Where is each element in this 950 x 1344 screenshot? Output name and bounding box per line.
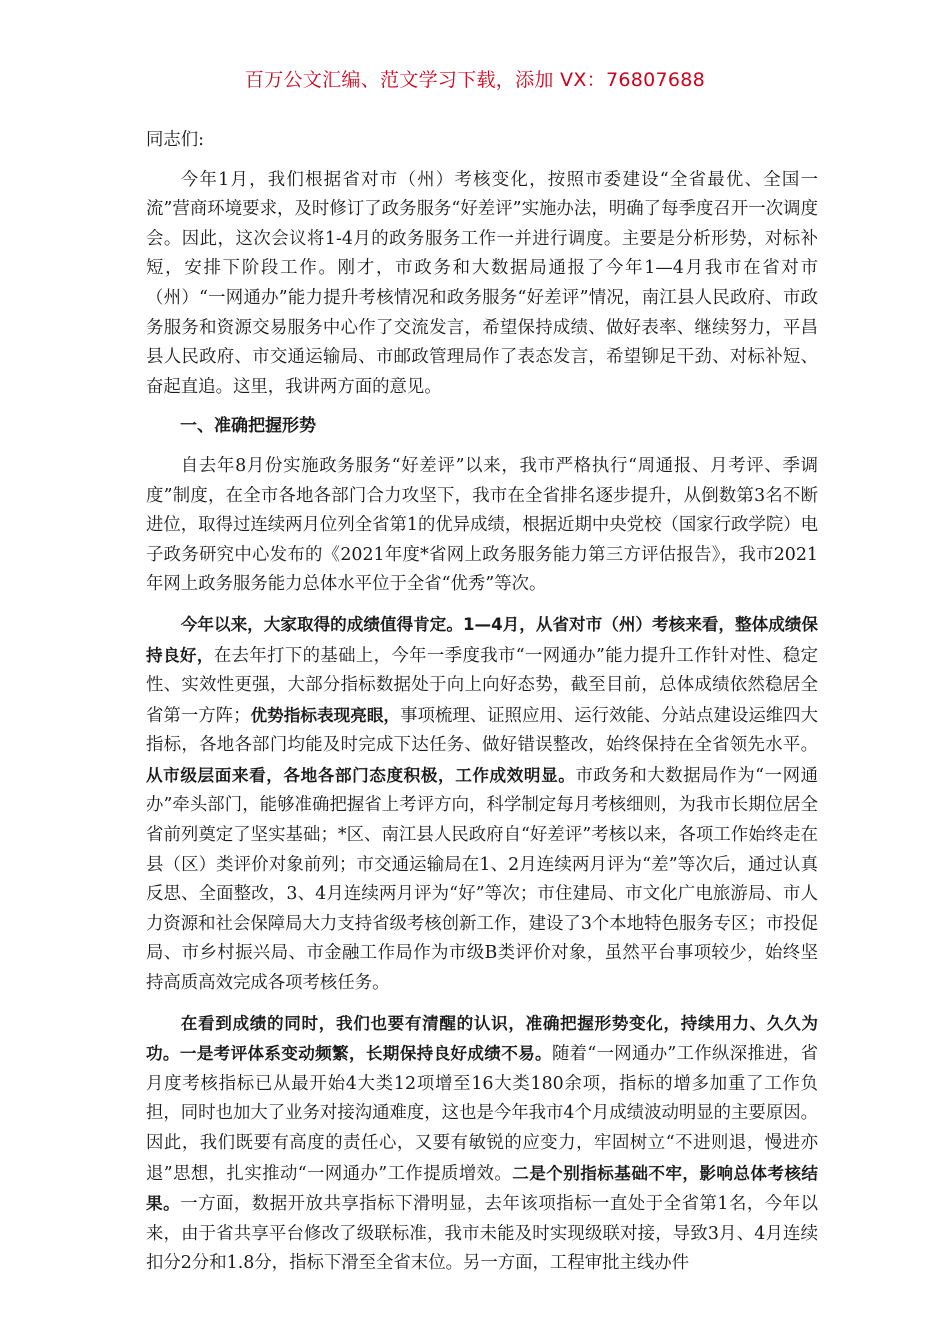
body-run: 一方面，数据开放共享指标下滑明显，去年该项指标一直处于全省第1名，今年以来，由于省共享平台修改了级联标准，我市未能及时实现级联对接，导致3月、4月连续扣分2分和1.8分，指标下滑至全省末位。另一方面，工程审批主线办件: [146, 1194, 818, 1274]
body-run: 事项梳理、证照应用、运行效能、分站点建设运维四大指标，各地各部门均能及时完成下达任务、做好错误整改，始终保持在全省领先水平。: [146, 705, 818, 756]
bold-lead: 在看到成绩的同时，我们也要有清醒的认识，准确把握形势变化，持续用力、久久为功。一是考评体系变动频繁，长期保持良好成绩不易。: [146, 1013, 818, 1064]
paragraph-intro: 今年1月，我们根据省对市（州）考核变化，按照市委建设“全省最优、全国一流”营商环境要求，及时修订了政务服务“好差评”实施办法，明确了每季度召开一次调度会。因此，这次会议将1-4月的政务服务工作一并进行调度。主要是分析形势，对标补短，安排下阶段工作。刚才，市政务和大数据局通报了今年1—4月我市在省对市（州）“一网通办”能力提升考核情况和政务服务“好差评”情况，南江县人民政府、市政务服务和资源交易服务中心作了交流发言，希望保持成绩、做好表率、继续努力，平昌县人民政府、市交通运输局、市邮政管理局作了表态发言，希望铆足干劲、对标补短、奋起直追。这里，我讲两方面的意见。: [146, 169, 818, 397]
paragraph-background: 自去年8月份实施政务服务“好差评”以来，我市严格执行“周通报、月考评、季调度”制度，在全市各地各部门合力攻坚下，我市在全省排名逐步提升，从倒数第3名不断进位，取得过连续两月位列全省第1的优异成绩，根据近期中央党校（国家行政学院）电子政务研究中心发布的《2021年度*省网上政务服务能力第三方评估报告》，我市2021年网上政务服务能力总体水平位于全省“优秀”等次。: [146, 455, 818, 595]
bold-lead: 二是个别指标基础不牢，影响总体考核结果。: [146, 1163, 818, 1214]
speech-body: [146, 126, 818, 1279]
bold-lead: 优势指标表现亮眼，: [250, 705, 401, 725]
bold-lead: 从市级层面来看，各地各部门态度积极，工作成效明显。: [146, 765, 576, 785]
promo-banner: 百万公文汇编、范文学习下载，添加 VX：76807688: [244, 69, 706, 91]
body-run: 在去年打下的基础上，今年一季度我市“一网通办”能力提升工作针对性、稳定性、实效性更强，大部分指标数据处于向上向好态势，截至目前，总体成绩依然稳居全省第一方阵；: [146, 645, 818, 726]
paragraph-challenges: [146, 1009, 818, 1279]
body-run: 随着“一网通办”工作纵深推进，省月度考核指标已从最开始4大类12项增至16大类180余项，指标的增多加重了工作负担，同时也加大了业务对接沟通难度，这也是今年我市4个月成绩波动明显的主要原因。因此，我们既要有高度的责任心，又要有敏锐的应变力，牢固树立“不进则退，慢进亦退”思想，扎实推动“一网通办”工作提质增效。: [146, 1044, 818, 1184]
body-run: 市政务和大数据局作为“一网通办”牵头部门，能够准确把握省上考评方向，科学制定每月考核细则，为我市长期位居全省前列奠定了坚实基础；*区、南江县人民政府自“好差评”考核以来，各项工作始终走在县（区）类评价对象前列；市交通运输局在1、2月连续两月评为“差”等次后，通过认真反思、全面整改，3、4月连续两月评为“好”等次；市住建局、市文化广电旅游局、市人力资源和社会保障局大力支持省级考核创新工作，建设了3个本地特色服务专区；市投促局、市乡村振兴局、市金融工作局作为市级B类评价对象，虽然平台事项较少，始终坚持高质高效完成各项考核任务。: [146, 765, 818, 994]
bold-lead: 今年以来，大家取得的成绩值得肯定。1—4月，从省对市（州）考核来看，整体成绩保持良好，: [146, 614, 818, 665]
paragraph-achievements: [146, 610, 818, 999]
section-heading-1: 一、准确把握形势: [180, 416, 316, 437]
greeting: 同志们:: [146, 130, 205, 150]
